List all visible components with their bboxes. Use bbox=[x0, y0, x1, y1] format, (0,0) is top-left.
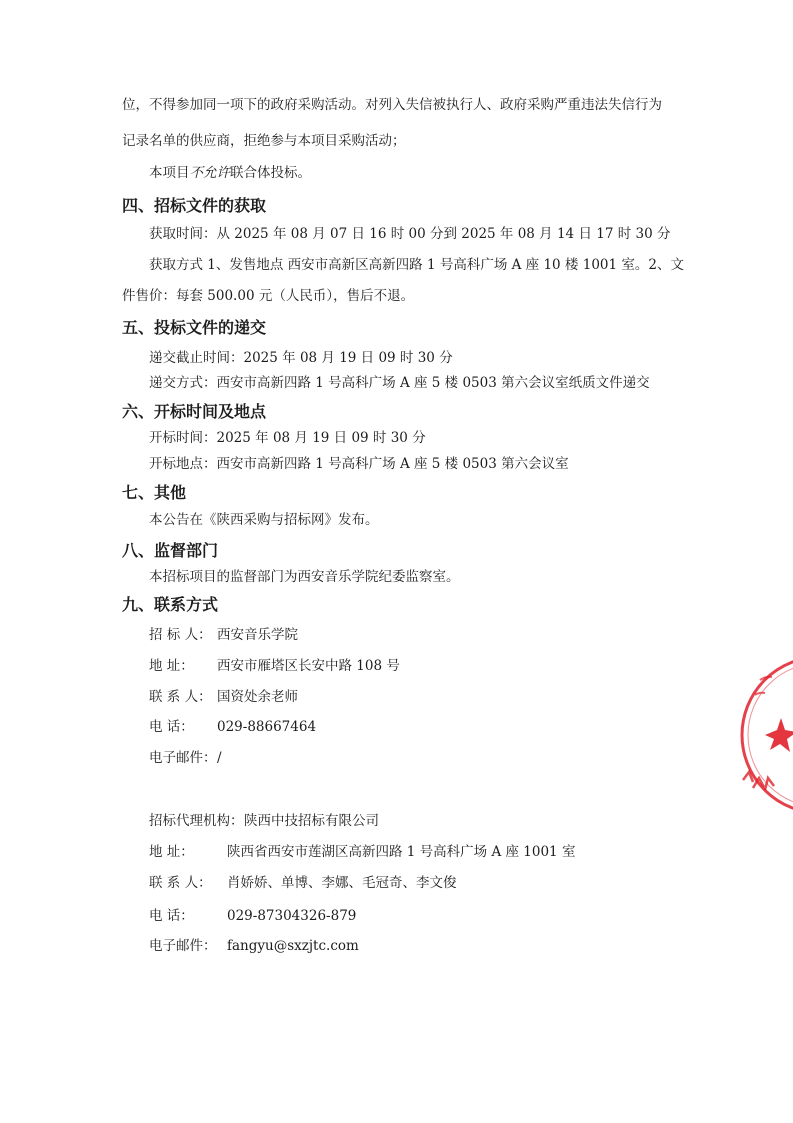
official-seal-stamp bbox=[735, 650, 793, 820]
field-value: 西安音乐学院 bbox=[217, 627, 298, 643]
paragraph-line: 递交截止时间：2025 年 08 月 19 日 09 时 30 分 bbox=[149, 350, 453, 366]
field-label: 招 标 人： bbox=[149, 627, 212, 643]
paragraph-line: 件售价：每套 500.00 元（人民币），售后不退。 bbox=[122, 288, 415, 304]
section-heading: 五、投标文件的递交 bbox=[122, 318, 267, 337]
field-label: 地 址： bbox=[149, 844, 194, 860]
contact-row bbox=[149, 937, 359, 955]
field-label: 招标代理机构： bbox=[149, 813, 244, 829]
contact-row bbox=[149, 749, 222, 767]
contact-row bbox=[149, 657, 400, 675]
field-label: 电 话： bbox=[149, 719, 194, 735]
field-value: 029-87304326-879 bbox=[227, 908, 357, 924]
paragraph-line: 递交方式：西安市高新四路 1 号高科广场 A 座 5 楼 0503 第六会议室纸质文件递交 bbox=[149, 375, 650, 391]
emphasis-text: 不允许 bbox=[189, 165, 230, 181]
field-value: 西安市雁塔区长安中路 108 号 bbox=[217, 658, 400, 674]
field-value: 陕西中技招标有限公司 bbox=[244, 813, 379, 829]
field-label: 电子邮件： bbox=[149, 750, 217, 766]
contact-row bbox=[149, 626, 298, 644]
field-label: 联 系 人： bbox=[149, 875, 212, 891]
field-label: 电 话： bbox=[149, 908, 194, 924]
field-value: 陕西省西安市莲湖区高新四路 1 号高科广场 A 座 1001 室 bbox=[227, 844, 576, 860]
contact-row bbox=[149, 843, 575, 861]
paragraph-line: 本招标项目的监督部门为西安音乐学院纪委监察室。 bbox=[149, 569, 460, 585]
paragraph-line: 获取时间：从 2025 年 08 月 07 日 16 时 00 分到 2025 年 08 月 14 日 17 时 30 分 bbox=[149, 226, 671, 242]
contact-row bbox=[149, 907, 356, 925]
contact-row bbox=[149, 688, 298, 706]
section-heading: 七、其他 bbox=[122, 483, 187, 502]
section-heading: 六、开标时间及地点 bbox=[122, 402, 267, 421]
seal-icon bbox=[735, 650, 793, 820]
field-value: 国资处余老师 bbox=[217, 689, 298, 705]
contact-row bbox=[149, 874, 457, 892]
field-label: 联 系 人： bbox=[149, 689, 212, 705]
section-heading: 八、监督部门 bbox=[122, 541, 219, 560]
field-value: fangyu@sxzjtc.com bbox=[227, 938, 359, 954]
field-label: 地 址： bbox=[149, 658, 194, 674]
paragraph-line: 位，不得参加同一项下的政府采购活动。对列入失信被执行人、政府采购严重违法失信行为 bbox=[122, 97, 662, 113]
paragraph-line: 本公告在《陕西采购与招标网》发布。 bbox=[149, 512, 379, 528]
text-segment: 联合体投标。 bbox=[230, 165, 311, 181]
paragraph-line bbox=[149, 164, 311, 182]
field-label: 电子邮件： bbox=[149, 938, 217, 954]
contact-row bbox=[149, 812, 379, 830]
paragraph-line: 记录名单的供应商，拒绝参与本项目采购活动； bbox=[122, 133, 406, 149]
field-value: 肖娇娇、单博、李娜、毛冠奇、李文俊 bbox=[227, 875, 457, 891]
text-segment: 本项目 bbox=[149, 165, 190, 181]
field-value: / bbox=[217, 750, 222, 766]
section-heading: 四、招标文件的获取 bbox=[122, 196, 267, 215]
section-heading: 九、联系方式 bbox=[122, 595, 219, 614]
field-value: 029-88667464 bbox=[217, 719, 317, 735]
paragraph-line: 开标地点：西安市高新四路 1 号高科广场 A 座 5 楼 0503 第六会议室 bbox=[149, 456, 569, 472]
paragraph-line: 获取方式 1、发售地点 西安市高新区高新四路 1 号高科广场 A 座 10 楼 1001 室。2、文 bbox=[149, 257, 684, 273]
contact-row bbox=[149, 718, 316, 736]
paragraph-line: 开标时间：2025 年 08 月 19 日 09 时 30 分 bbox=[149, 430, 426, 446]
